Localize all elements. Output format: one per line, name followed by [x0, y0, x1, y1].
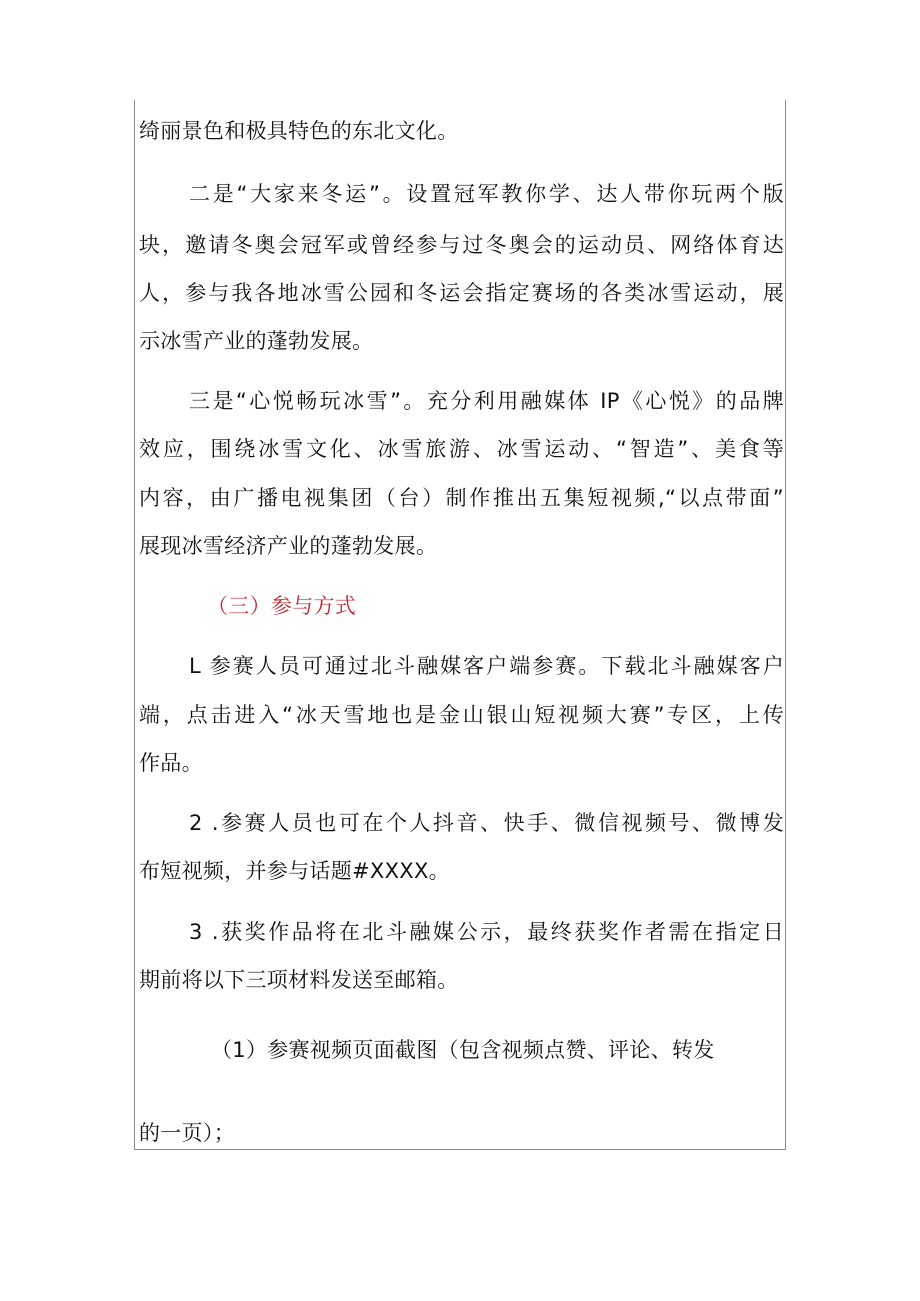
paragraph-line: 作品。 — [139, 751, 203, 775]
paragraph-line: 2 .参赛人员也可在个人抖音、快手、微信视频号、微博发 — [189, 811, 784, 835]
paragraph-line: L 参赛人员可通过北斗融媒客户端参赛。下载北斗融媒客户 — [189, 654, 784, 678]
paragraph-line: 块，邀请冬奥会冠军或曾经参与过冬奥会的运动员、网络体育达 — [139, 233, 784, 257]
paragraph-line: 期前将以下三项材料发送至邮箱。 — [139, 968, 459, 992]
list-item-line: （1）参赛视频页面截图（包含视频点赞、评论、转发 — [211, 1038, 715, 1062]
paragraph-line: 3 .获奖作品将在北斗融媒公示，最终获奖作者需在指定日 — [189, 920, 784, 944]
paragraph-line: 人，参与我各地冰雪公园和冬运会指定赛场的各类冰雪运动，展 — [139, 281, 784, 305]
paragraph-line: 端，点击进入“冰天雪地也是金山银山短视频大赛”专区，上传 — [139, 703, 784, 727]
paragraph-line: 示冰雪产业的蓬勃发展。 — [139, 329, 374, 353]
section-heading: （三）参与方式 — [207, 594, 357, 618]
paragraph-line: 二是“大家来冬运”。设置冠军教你学、达人带你玩两个版 — [189, 182, 784, 206]
paragraph-line: 布短视频，并参与话题#XXXX。 — [139, 859, 450, 883]
paragraph-line: 绮丽景色和极具特色的东北文化。 — [139, 119, 459, 143]
paragraph-line: 展现冰雪经济产业的蓬勃发展。 — [139, 534, 438, 558]
paragraph-line: 效应，围绕冰雪文化、冰雪旅游、冰雪运动、“智造”、美食等 — [139, 437, 784, 461]
paragraph-line: 三是“心悦畅玩冰雪”。充分利用融媒体 IP《心悦》的品牌 — [189, 389, 784, 413]
paragraph-line: 内容，由广播电视集团（台）制作推出五集短视频,“以点带面” — [139, 486, 784, 510]
list-item-line: 的一页）； — [139, 1121, 235, 1145]
